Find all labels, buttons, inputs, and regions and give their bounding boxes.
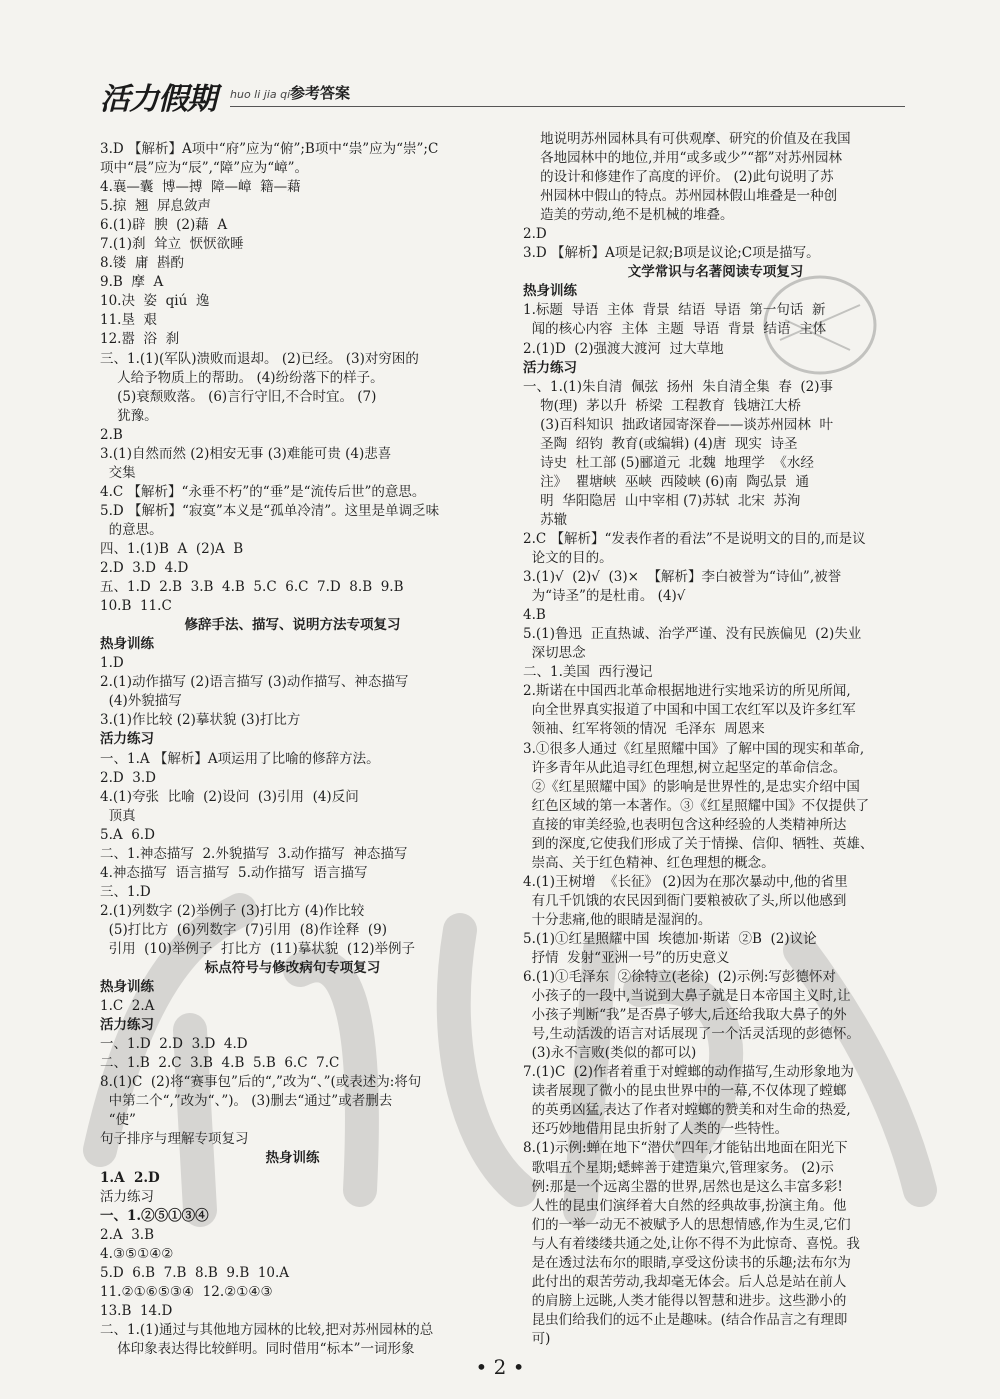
- answer-line: 5.(1)鲁迅 正直热诚、治学严谨、没有民族偏见 (2)失业: [523, 626, 862, 643]
- answer-line: 昆虫们给我们的远不止是趣味。(结合作品言之有理即: [523, 1311, 848, 1328]
- answer-line: 3.(1)√ (2)√ (3)× 【解析】李白被誉为“诗仙”,被誉: [523, 569, 842, 586]
- answer-line: 到的深度,它使我们形成了关于情操、信仰、牺牲、英雄、: [523, 835, 874, 852]
- answer-line: 8.(1)C (2)将“赛事包”后的“,”改为“、”(或表述为:将句: [100, 1074, 422, 1091]
- subsection-heading: 活力练习: [100, 1017, 154, 1034]
- answer-line: 诗史 杜工部 (5)郦道元 北魏 地理学 《水经: [523, 454, 814, 471]
- answer-line: 2.(1)动作描写 (2)语言描写 (3)动作描写、神态描写: [100, 674, 409, 691]
- answer-line: 直接的审美经验,也表明包含这种经验的人类精神所达: [523, 816, 847, 833]
- answer-line: 抒情 发射“亚洲一号”的历史意义: [523, 950, 730, 967]
- answer-line: 圣陶 绍钧 教育(或编辑) (4)唐 现实 诗圣: [523, 435, 798, 452]
- answer-line: 三、1.D: [100, 883, 151, 900]
- subsection-heading: 活力练习: [100, 731, 154, 748]
- answer-line: 11.垦 艰: [100, 312, 158, 329]
- answer-line: 可): [523, 1330, 551, 1347]
- answer-line: 7.(1)刹 耸立 恹恹欲睡: [100, 236, 244, 253]
- answer-line: 1.D: [100, 655, 124, 672]
- answer-line: 8.(1)示例:蝉在地下“潜伏”四年,才能钻出地面在阳光下: [523, 1140, 848, 1157]
- answer-line: 犹豫。: [100, 407, 158, 424]
- answer-line: 5.D 【解析】“寂寞”本义是“孤单冷清”。这里是单调乏味: [100, 502, 440, 519]
- answer-line: 2.A 3.B: [100, 1226, 155, 1243]
- answer-line: 深切思念: [523, 645, 586, 662]
- left-column: [100, 140, 485, 1359]
- answer-line: 12.嚣 浴 刹: [100, 331, 180, 348]
- answer-line: 地说明苏州园林具有可供观摩、研究的价值及在我国: [523, 131, 851, 147]
- answer-line: 2.(1)D (2)强渡大渡河 过大草地: [523, 340, 724, 357]
- subsection-heading: 热身训练: [523, 283, 577, 300]
- answer-line: 崇高、关于红色精神、红色理想的概念。: [523, 854, 775, 871]
- answer-line: 苏辙: [523, 511, 568, 528]
- answer-line: 一、1.(1)朱自清 佩弦 扬州 朱自清全集 春 (2)事: [523, 378, 834, 395]
- answer-line: 州园林中假山的特点。苏州园林假山堆叠是一种创: [523, 188, 838, 205]
- answer-line: 4.神态描写 语言描写 5.动作描写 语言描写: [100, 864, 368, 881]
- answer-line: 红色区域的第一本著作。③《红星照耀中国》不仅提供了: [523, 797, 870, 814]
- subsection-heading: 热身训练: [100, 636, 154, 653]
- header-rule: [230, 106, 905, 107]
- answer-line: 1.C 2.A: [100, 998, 155, 1015]
- answer-line: 二、1.B 2.C 3.B 4.B 5.B 6.C 7.C: [100, 1055, 340, 1072]
- answer-line: 例:那是一个远离尘嚣的世界,居然也是这么丰富多彩!: [523, 1178, 843, 1195]
- answer-line: 4.(1)夸张 比喻 (2)设问 (3)引用 (4)反问: [100, 788, 359, 805]
- answer-line: 十分悲痛,他的眼睛是湿润的。: [523, 911, 712, 928]
- answer-line: 3.D 【解析】A项中“府”应为“俯”;B项中“祟”应为“崇”;C: [100, 141, 439, 157]
- section-heading: 修辞手法、描写、说明方法专项复习: [184, 617, 401, 634]
- answer-line: (3)百科知识 拙政诸园寄深眷——谈苏州园林 叶: [523, 416, 833, 433]
- answer-line: 2.斯诺在中国西北革命根据地进行实地采访的所见所闻,: [523, 683, 851, 700]
- answer-line: 项中“晨”应为“辰”,“障”应为“嶂”。: [100, 160, 309, 177]
- answer-line: 5.D 6.B 7.B 8.B 9.B 10.A: [100, 1264, 290, 1281]
- answer-line: 的肩膀上远眺,人类才能得以智慧和进步。这些渺小的: [523, 1292, 847, 1309]
- answer-line: 5.掠 翘 屏息敛声: [100, 198, 212, 215]
- answer-line: 二、1.美国 西行漫记: [523, 664, 653, 681]
- answer-line: 闻的核心内容 主体 主题 导语 背景 结语 主体: [523, 321, 827, 338]
- answer-line: 有几千饥饿的农民因到衙门要粮被砍了头,所以他感到: [523, 892, 847, 909]
- answer-line: 2.D 3.D: [100, 769, 156, 786]
- answer-line: 7.(1)C (2)作者着重于对螳螂的动作描写,生动形象地为: [523, 1064, 854, 1081]
- section-heading: 热身训练: [265, 1150, 320, 1167]
- answer-line: 二、1.(1)通过与其他地方园林的比较,把对苏州园林的总: [100, 1321, 434, 1338]
- answer-line: 中第二个“,”改为“、”)。 (3)删去“通过”或者删去: [100, 1093, 393, 1110]
- answer-line: 物(理) 茅以升 桥梁 工程教育 钱塘江大桥: [523, 397, 802, 414]
- answer-line: 二、1.神态描写 2.外貌描写 3.动作描写 神态描写: [100, 845, 408, 862]
- answer-line: 13.B 14.D: [100, 1302, 173, 1319]
- answer-line: 1.标题 导语 主体 背景 结语 导语 第一句话 新: [523, 302, 826, 319]
- answer-line: 人性的昆虫们演绎着大自然的经典故事,扮演主角。他: [523, 1197, 847, 1214]
- answer-line: 4.③⑤①④②: [100, 1245, 174, 1262]
- answer-line: 领袖、红军将领的情况 毛泽东 周恩来: [523, 721, 765, 738]
- answer-line: 4.C 【解析】“永垂不朽”的“垂”是“流传后世”的意思。: [100, 483, 426, 500]
- answer-line: 2.D: [523, 226, 547, 243]
- answer-line: 三、1.(1)(军队)溃败而退却。 (2)已经。 (3)对穷困的: [100, 350, 419, 367]
- answer-line: (5)衰颓败落。 (6)言行守旧,不合时宜。 (7): [100, 388, 377, 405]
- answer-line: (3)永不言败(类似的都可以): [523, 1045, 697, 1062]
- answer-line: 2.C 【解析】“发表作者的看法”不是说明文的目的,而是议: [523, 530, 866, 547]
- answer-line: 的设计和修建作了高度的评价。 (2)此句说明了苏: [523, 169, 834, 186]
- answer-line: 小孩子的一段中,当说到大鼻子就是日本帝国主义时,让: [523, 988, 851, 1005]
- answer-line: (4)外貌描写: [100, 693, 182, 710]
- answer-line: ②《红星照耀中国》的影响是世界性的,是忠实介绍中国: [523, 778, 860, 795]
- answer-line: 6.(1)①毛泽东 ②徐特立(老徐) (2)示例:写彭德怀对: [523, 969, 836, 986]
- subsection-heading: 一、1.②⑤①③④: [100, 1207, 209, 1224]
- answer-line: 与人有着缕缕共通之处,让你不得不为此惊奇、喜悦。我: [523, 1235, 860, 1252]
- answer-line: 号,生动活泼的语言对话展现了一个活灵活现的彭德怀。: [523, 1026, 860, 1043]
- answer-line: 4.襄—囊 博—搏 障—嶂 籍—藉: [100, 179, 301, 196]
- answer-line: 此付出的艰苦劳动,我却毫无体会。后人总是站在前人: [523, 1273, 847, 1290]
- answer-line: 五、1.D 2.B 3.B 4.B 5.C 6.C 7.D 8.B 9.B: [100, 579, 404, 596]
- page-header: [100, 72, 905, 117]
- answer-line: 2.(1)列数字 (2)举例子 (3)打比方 (4)作比较: [100, 902, 365, 919]
- answer-line: 3.(1)自然而然 (2)相安无事 (3)难能可贵 (4)悲喜: [100, 445, 392, 462]
- answer-line: 向全世界真实报道了中国和中国工农红军以及许多红军: [523, 702, 856, 719]
- answer-line: 活力练习: [100, 1188, 154, 1205]
- answer-line: 论文的目的。: [523, 550, 613, 567]
- answer-line: 四、1.(1)B A (2)A B: [100, 540, 244, 557]
- answer-line: 2.B: [100, 426, 123, 443]
- answer-line: 10.决 姿 qiú 逸: [100, 293, 210, 310]
- section-heading: 标点符号与修改病句专项复习: [204, 960, 381, 977]
- answer-line: 引用 (10)举例子 打比方 (11)摹状貌 (12)举例子: [100, 940, 416, 957]
- subsection-heading: 热身训练: [100, 979, 154, 996]
- answer-line: 为“诗圣”的是杜甫。 (4)√: [523, 588, 686, 605]
- answer-line: 3.(1)作比较 (2)摹状貌 (3)打比方: [100, 712, 301, 729]
- answer-line: 注》 瞿塘峡 巫峡 西陵峡 (6)南 陶弘景 通: [523, 473, 809, 490]
- answer-line: 的英勇凶猛,表达了作者对螳螂的赞美和对生命的热爱,: [523, 1102, 851, 1119]
- answer-line: 体印象表达得比较鲜明。同时借用“标本”一词形象: [100, 1340, 415, 1357]
- answer-line: 4.B: [523, 607, 546, 624]
- answer-line: 11.②①⑥⑤③④ 12.②①④③: [100, 1283, 273, 1300]
- answer-line: 句子排序与理解专项复习: [100, 1131, 249, 1148]
- subsection-heading: 活力练习: [523, 359, 577, 376]
- answer-line: 一、1.D 2.D 3.D 4.D: [100, 1036, 248, 1053]
- answer-line: (5)打比方 (6)列数字 (7)引用 (8)作诠释 (9): [100, 921, 388, 938]
- answer-line: 4.(1)王树增 《长征》 (2)因为在那次暴动中,他的省里: [523, 873, 848, 890]
- brand-logo: 活力假期: [100, 82, 216, 117]
- answer-line: 2.D 3.D 4.D: [100, 560, 189, 577]
- right-column: [523, 130, 908, 1349]
- answer-line: 5.A 6.D: [100, 826, 155, 843]
- answer-line: 人给予物质上的帮助。 (4)纷纷落下的样子。: [100, 369, 384, 386]
- answer-line: 顶真: [100, 807, 136, 824]
- page-number: • 2 •: [475, 1355, 525, 1379]
- answer-line: 10.B 11.C: [100, 598, 172, 615]
- brand-pinyin: huo li jia qi: [230, 88, 291, 101]
- answer-line: 5.(1)①红星照耀中国 埃德加·斯诺 ②B (2)议论: [523, 930, 817, 947]
- answer-line: 小孩子判断“我”是否鼻子够大,后还给我取大鼻子的外: [523, 1007, 847, 1024]
- answer-line: 们的一举一动无不被赋予人的思想情感,作为生灵,它们: [523, 1216, 851, 1233]
- answer-line: 3.D 【解析】A项是记叙;B项是议论;C项是描写。: [523, 245, 820, 262]
- answer-line: 一、1.A 【解析】A项运用了比喻的修辞方法。: [100, 750, 380, 767]
- answer-line: “使”: [100, 1112, 136, 1129]
- answer-line: 是在透过法布尔的眼睛,享受这份读书的乐趣;法布尔为: [523, 1254, 851, 1271]
- answer-line: 歌唱五个星期;蟋蟀善于建造巢穴,管理家务。 (2)示: [523, 1159, 834, 1176]
- subsection-heading: 1.A 2.D: [100, 1169, 160, 1186]
- answer-line: 交集: [100, 464, 136, 481]
- answer-line: 造美的劳动,绝不是机械的堆叠。: [523, 207, 734, 224]
- answer-line: 6.(1)辟 腴 (2)藉 A: [100, 217, 228, 234]
- answer-line: 读者展现了微小的昆虫世界中的一幕,不仅体现了螳螂: [523, 1083, 847, 1100]
- answer-line: 各地园林中的地位,并用“或多或少”“都”对苏州园林: [523, 150, 843, 167]
- answer-line: 明 华阳隐居 山中宰相 (7)苏轼 北宋 苏洵: [523, 492, 801, 509]
- answer-line: 许多青年从此追寻红色理想,树立起坚定的革命信念。: [523, 759, 847, 776]
- answer-line: 8.镂 庸 斟酌: [100, 255, 185, 272]
- answer-line: 9.B 摩 A: [100, 274, 164, 291]
- section-heading: 文学常识与名著阅读专项复习: [627, 264, 804, 281]
- answer-line: 还巧妙地借用昆虫折射了人类的一些特性。: [523, 1121, 789, 1138]
- page-title: 参考答案: [290, 84, 351, 102]
- answer-line: 的意思。: [100, 521, 163, 538]
- answer-line: 3.①很多人通过《红星照耀中国》了解中国的现实和革命,: [523, 740, 865, 757]
